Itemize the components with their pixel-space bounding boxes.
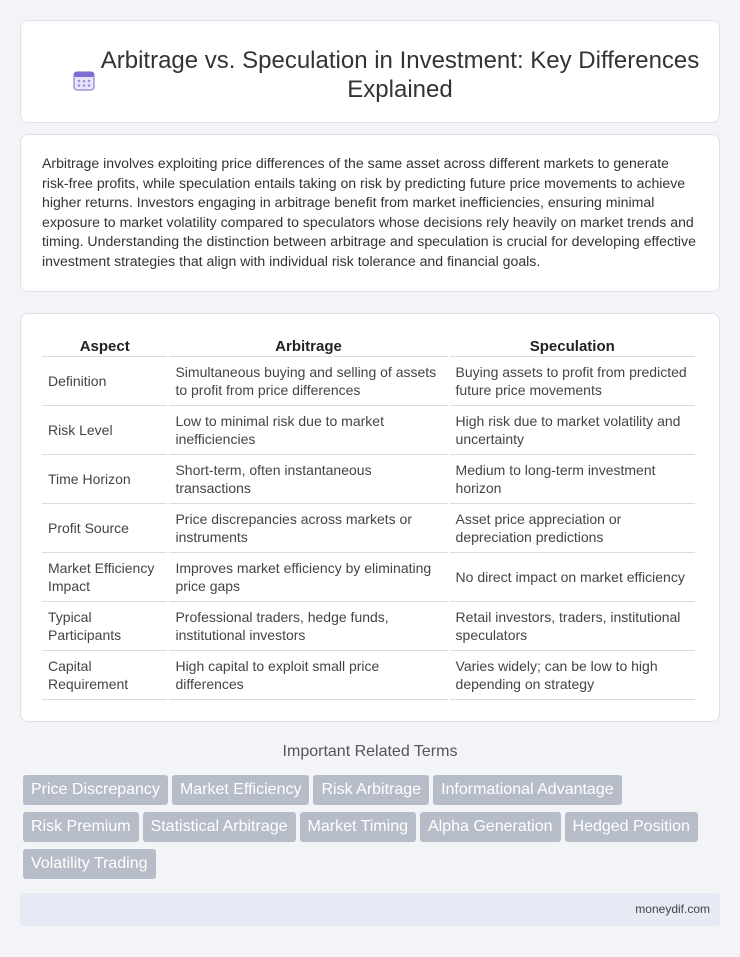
tag-statistical-arbitrage[interactable]: Statistical Arbitrage (143, 812, 296, 842)
tag-market-timing[interactable]: Market Timing (300, 812, 416, 842)
table-row (42, 553, 695, 602)
aspect-cell: Profit Source (42, 504, 167, 553)
footer (20, 893, 720, 926)
intro-card (20, 134, 720, 292)
related-terms-list (23, 775, 723, 886)
arbitrage-cell: Price discrepancies across markets or instruments (169, 504, 447, 553)
speculation-cell: Varies widely; can be low to high depending on strategy (450, 651, 695, 700)
header-speculation: Speculation (450, 334, 695, 357)
table-header-row (42, 334, 695, 357)
arbitrage-cell: Low to minimal risk due to market inefficiencies (169, 406, 447, 455)
tag-risk-premium[interactable]: Risk Premium (23, 812, 139, 842)
table-row (42, 455, 695, 504)
speculation-cell: Asset price appreciation or depreciation predictions (450, 504, 695, 553)
tag-informational-advantage[interactable]: Informational Advantage (433, 775, 622, 805)
comparison-table-card (20, 313, 720, 722)
intro-paragraph: Arbitrage involves exploiting price differences of the same asset across different markets to generate risk-free profits, while speculation entails taking on risk by predicting future price movements to achieve higher returns. Investors engaging in arbitrage benefit from market inefficiencies, ensuring minimal exposure to market volatility compared to speculators whose decisions rely heavily on market trends and timing. Understanding the distinction between arbitrage and speculation is crucial for developing effective investment strategies that align with individual risk tolerance and financial goals. (42, 155, 696, 269)
arbitrage-cell: Short-term, often instantaneous transactions (169, 455, 447, 504)
table-row (42, 651, 695, 700)
tag-market-efficiency[interactable]: Market Efficiency (172, 775, 310, 805)
tag-alpha-generation[interactable]: Alpha Generation (420, 812, 561, 842)
tag-price-discrepancy[interactable]: Price Discrepancy (23, 775, 168, 805)
related-terms-title: Important Related Terms (282, 743, 458, 760)
arbitrage-cell: Simultaneous buying and selling of assets to profit from price differences (169, 357, 447, 406)
aspect-cell: Definition (42, 357, 167, 406)
aspect-cell: Risk Level (42, 406, 167, 455)
tag-hedged-position[interactable]: Hedged Position (565, 812, 698, 842)
arbitrage-cell: Professional traders, hedge funds, institutional investors (169, 602, 447, 651)
arbitrage-cell: Improves market efficiency by eliminating price gaps (169, 553, 447, 602)
table-row (42, 504, 695, 553)
speculation-cell: High risk due to market volatility and uncertainty (450, 406, 695, 455)
header-aspect: Aspect (42, 334, 167, 357)
table-row (42, 602, 695, 651)
arbitrage-cell: High capital to exploit small price differences (169, 651, 447, 700)
aspect-cell: Time Horizon (42, 455, 167, 504)
tag-volatility-trading[interactable]: Volatility Trading (23, 849, 156, 879)
speculation-cell: Retail investors, traders, institutional speculators (450, 602, 695, 651)
speculation-cell: Medium to long-term investment horizon (450, 455, 695, 504)
footer-site[interactable]: moneydif.com (635, 902, 710, 916)
title-card (20, 20, 720, 123)
page-title: Arbitrage vs. Speculation in Investment: Key Differences Explained (100, 47, 700, 103)
comparison-table (40, 334, 697, 700)
table-row (42, 406, 695, 455)
tag-risk-arbitrage[interactable]: Risk Arbitrage (313, 775, 429, 805)
aspect-cell: Market Efficiency Impact (42, 553, 167, 602)
header-arbitrage: Arbitrage (169, 334, 447, 357)
speculation-cell: No direct impact on market efficiency (450, 553, 695, 602)
table-row (42, 357, 695, 406)
speculation-cell: Buying assets to profit from predicted future price movements (450, 357, 695, 406)
aspect-cell: Typical Participants (42, 602, 167, 651)
aspect-cell: Capital Requirement (42, 651, 167, 700)
